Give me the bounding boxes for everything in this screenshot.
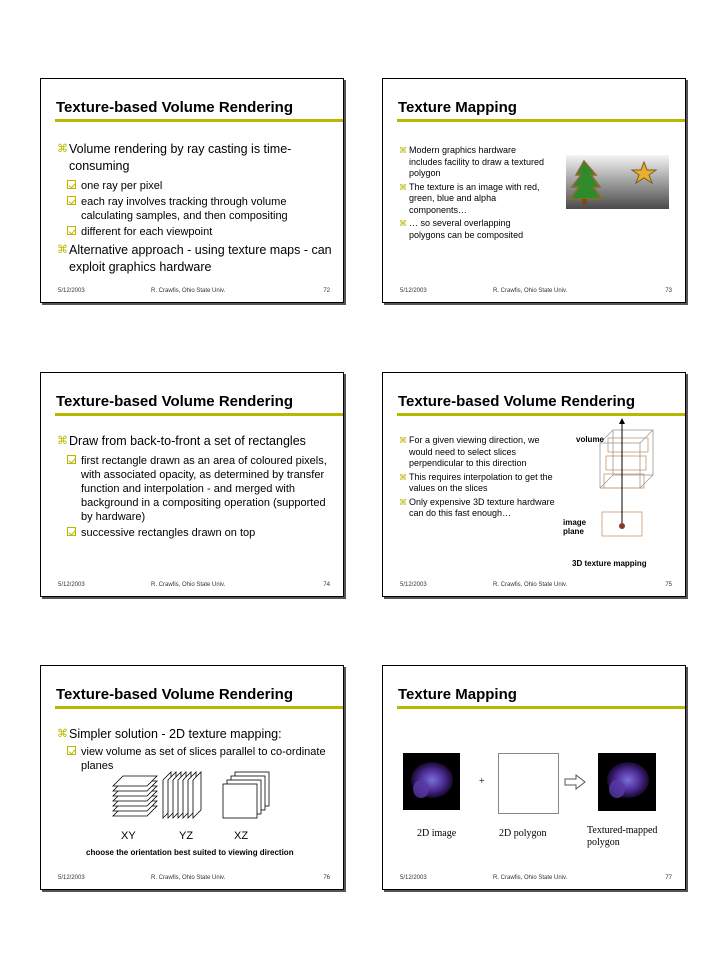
bullet-list [57,726,335,773]
bullet-item: ⌘ Modern graphics hardware includes facility to draw a textured polygon [399,145,545,178]
bullet-item: ⌘ Draw from back-to-front a set of rectangles [57,434,306,448]
bullet-item: ⌘ The texture is an image with red, green, blue and alpha components… [399,181,540,215]
footer-author: R. Crawfis, Ohio State Univ. [493,582,568,588]
slide-73 [382,78,686,303]
plus-sign: + [479,776,485,787]
result-label: Textured-mapped polygon [587,825,658,848]
axis-label-yz: YZ [179,830,194,842]
bullet-icon: ⌘ [57,244,68,256]
slide-72 [40,78,344,303]
footer-date: 5/12/2003 [400,288,427,294]
title-rule [397,706,685,709]
footer-author: R. Crawfis, Ohio State Univ. [493,875,568,881]
slide-number: 75 [665,582,672,588]
footer-author: R. Crawfis, Ohio State Univ. [151,582,226,588]
bullet-icon: ⌘ [399,436,407,445]
arrow-icon [619,418,625,424]
xz-slices [223,772,269,818]
title-rule [55,413,343,416]
texture-image-tree-star [566,155,669,209]
slide-title: Texture Mapping [398,686,517,703]
bullet-item: ⌘ … so several overlapping polygons can be composited [399,218,524,240]
bullet-icon: ⌘ [57,728,68,740]
title-rule [397,119,685,122]
polygon-2d [498,753,559,814]
slide-number: 74 [323,582,330,588]
footer-date: 5/12/2003 [400,582,427,588]
slide-title: Texture-based Volume Rendering [398,393,635,410]
slide-title: Texture-based Volume Rendering [56,393,293,410]
bullet-item: ⌘ For a given viewing direction, we would need to select slices perpendicular to this direction [399,435,540,468]
slice-stacks-diagram [103,768,283,828]
title-rule [55,706,343,709]
checkbox-bullet-icon [67,196,76,205]
bullet-item: one ray per pixel [57,179,335,193]
footer-date: 5/12/2003 [400,875,427,881]
bullet-item: ⌘ This requires interpolation to get the values on the slices [399,471,553,493]
image-label: 2D image [417,828,457,839]
bullet-item: different for each viewpoint [57,225,335,239]
bullet-icon: ⌘ [399,219,407,228]
bullet-icon: ⌘ [399,182,407,192]
title-rule [55,119,343,122]
bullet-icon: ⌘ [399,146,407,155]
bullet-list [57,141,335,276]
bullet-item: ⌘ Simpler solution - 2D texture mapping: [57,727,282,741]
bullet-icon: ⌘ [399,472,407,482]
axis-label-xz: XZ [234,830,249,842]
footer-date: 5/12/2003 [58,582,85,588]
bullet-icon: ⌘ [399,497,407,507]
checkbox-bullet-icon [67,746,76,755]
bullet-list [399,145,549,241]
checkbox-bullet-icon [67,226,76,235]
footer-author: R. Crawfis, Ohio State Univ. [151,288,226,294]
figure-caption: 3D texture mapping [572,559,647,568]
slide-title: Texture-based Volume Rendering [56,99,293,116]
checkbox-bullet-icon [67,455,76,464]
bullet-list [57,433,335,540]
brain-image-2d [403,753,460,810]
image-plane-label: image plane [563,518,587,536]
slide-number: 72 [323,288,330,294]
bullet-icon: ⌘ [57,435,68,447]
bullet-item: each ray involves tracking through volume calculating samples, and then compositing [57,195,335,223]
footer-author: R. Crawfis, Ohio State Univ. [493,288,568,294]
bullet-item: ⌘ Only expensive 3D texture hardware can do this fast enough… [399,496,555,518]
checkbox-bullet-icon [67,180,76,189]
bullet-item: first rectangle drawn as an area of coloured pixels, with associated opacity, as determined by transfer function and interpolation - and merged with background in a compositing operation (supported by hardware) [57,454,335,524]
slide-number: 76 [323,875,330,881]
textured-mapped-polygon [598,753,656,811]
slide-number: 73 [665,288,672,294]
eye-point-icon [619,523,625,529]
axis-label-xy: XY [121,830,136,842]
volume-label: volume [576,435,605,444]
bullet-list [399,435,557,520]
bullet-item: ⌘ Volume rendering by ray casting is time-consuming [57,142,292,173]
slide-number: 77 [665,875,672,881]
bullet-item: ⌘ Alternative approach - using texture maps - can exploit graphics hardware [57,243,332,274]
slide-title: Texture Mapping [398,99,517,116]
bullet-item: successive rectangles drawn on top [57,526,335,540]
checkbox-bullet-icon [67,527,76,536]
footer-date: 5/12/2003 [58,288,85,294]
title-rule [397,413,685,416]
arrow-right-icon [564,774,586,790]
figure-caption: choose the orientation best suited to viewing direction [86,848,294,857]
xy-slices [113,776,157,816]
yz-slices [163,772,201,818]
slide-title: Texture-based Volume Rendering [56,686,293,703]
slide-77 [382,665,686,890]
bullet-item: view volume as set of slices parallel to co-ordinate planes [57,745,335,773]
slide-75 [382,372,686,597]
bullet-icon: ⌘ [57,143,68,155]
slide-74 [40,372,344,597]
footer-date: 5/12/2003 [58,875,85,881]
footer-author: R. Crawfis, Ohio State Univ. [151,875,226,881]
slide-76 [40,665,344,890]
polygon-label: 2D polygon [499,828,547,839]
